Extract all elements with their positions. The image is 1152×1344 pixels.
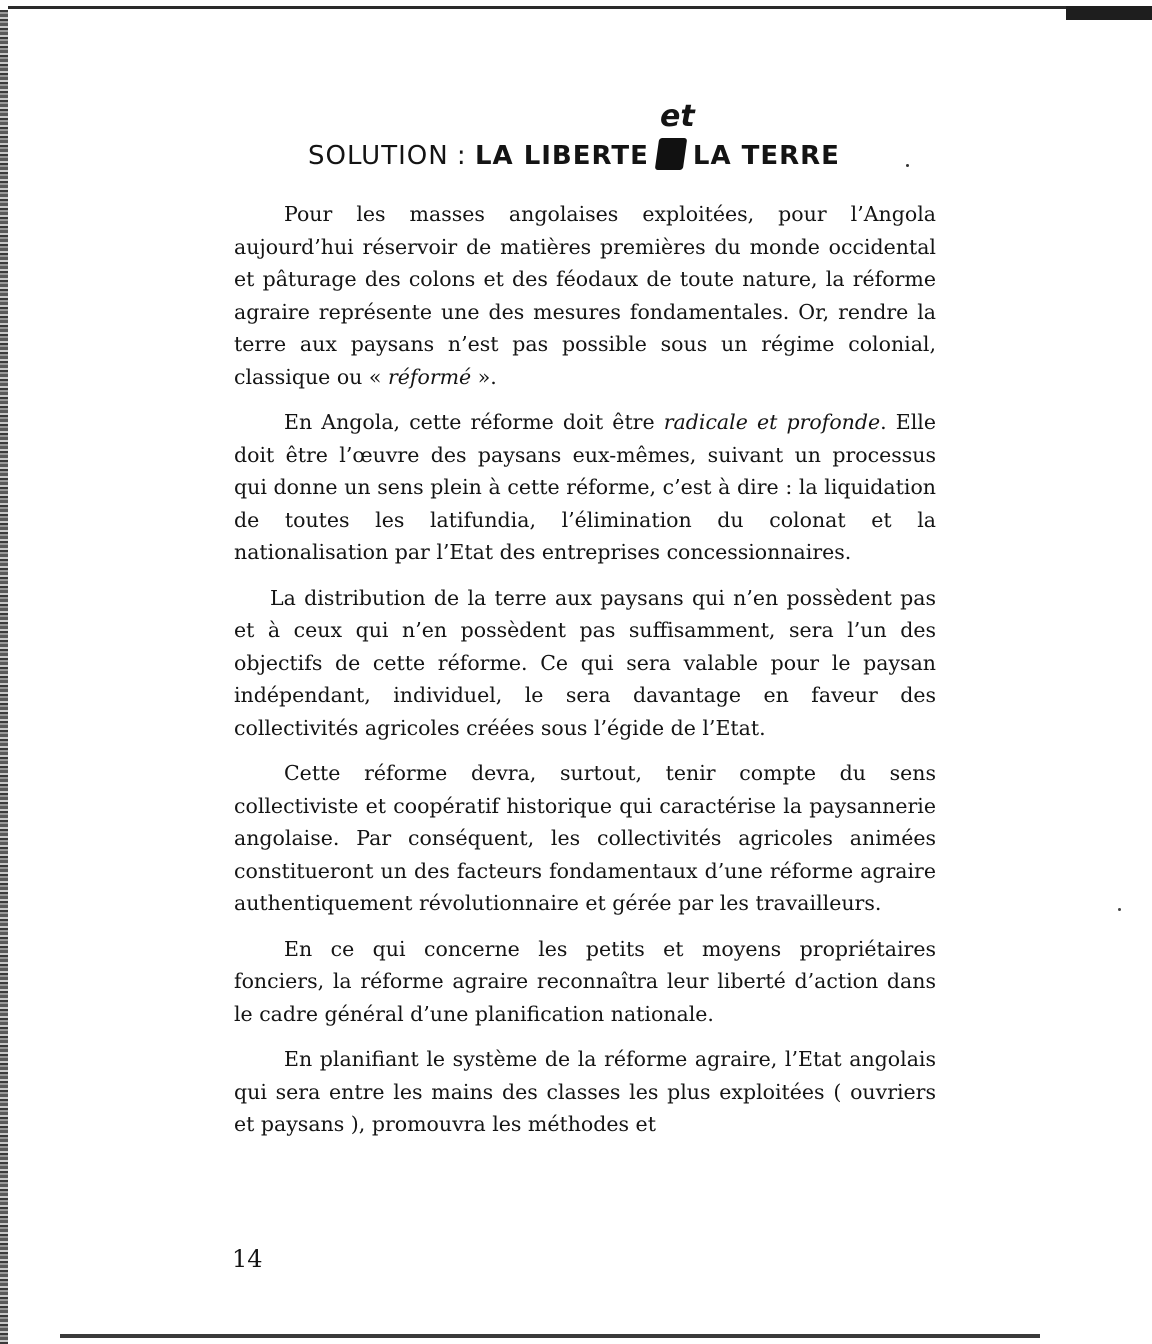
handwritten-correction: et — [660, 99, 695, 134]
page-number: 14 — [232, 1245, 263, 1273]
text-segment: Pour les masses angolaises exploitées, pour l’Angola aujourd’hui réservoir de matières premières du monde occidental et pâturage des colons et des féodaux de toute nature, la réforme agraire représente une des mesures fondamentales. Or, rendre la terre aux paysans n’est pas possible sous un régime colonial, classique ou « — [234, 202, 936, 389]
scan-top-right-mark — [1066, 6, 1152, 20]
scan-bottom-border — [60, 1334, 1040, 1338]
page-title — [240, 99, 940, 174]
paragraph — [234, 406, 936, 569]
italic-segment: radicale et profonde — [663, 410, 881, 434]
text-segment: En ce qui concerne les petits et moyens propriétaires fonciers, la réforme agraire reconnaîtra leur liberté d’action dans le cadre général d’une planification nationale. — [234, 936, 936, 1026]
text-segment: . Elle doit être l’œuvre des paysans eux-mêmes, suivant un processus qui donne un sens plein à cette réforme, c’est à dire : la liquidation de toutes les latifundia, l’élimination du colonat et la nationalisation par l’Etat des entreprises concessionnaires. — [234, 410, 936, 564]
title-bold-part2: LA TERRE — [692, 141, 840, 171]
title-prefix: SOLUTION — [308, 141, 449, 171]
title-separator: : — [456, 141, 467, 171]
title-bold-part1: LA LIBERTE — [474, 141, 649, 171]
title-line — [308, 138, 840, 174]
scan-top-border — [8, 6, 1068, 9]
italic-segment: réformé — [387, 364, 472, 389]
body-text — [234, 198, 936, 1154]
paragraph — [234, 933, 936, 1031]
paragraph — [234, 582, 936, 745]
correction-blot — [655, 138, 687, 170]
text-segment: ». — [471, 364, 497, 389]
text-segment: En Angola, cette réforme doit être — [284, 410, 664, 434]
paragraph — [234, 757, 936, 920]
scan-speck — [1118, 908, 1121, 911]
text-segment: En planifiant le système de la réforme agraire, l’Etat angolais qui sera entre les mains des classes les plus exploitées ( ouvriers et paysans ), promouvra les méthodes et — [234, 1047, 936, 1136]
paragraph — [234, 1043, 936, 1141]
text-segment: Cette réforme devra, surtout, tenir compte du sens collectiviste et coopératif historique qui caractérise la paysannerie angolaise. Par conséquent, les collectivités agricoles animées constitueront un des facteurs fondamentaux d’une réforme agraire authentiquement révolutionnaire et gérée par les travailleurs. — [234, 761, 936, 915]
paragraph — [234, 198, 936, 393]
scan-left-edge — [0, 10, 8, 1344]
text-segment: La distribution de la terre aux paysans qui n’en possèdent pas et à ceux qui n’en possèdent pas suffisamment, sera l’un des objectifs de cette réforme. Ce qui sera valable pour le paysan indépendant, individuel, le sera davantage en faveur des collectivités agricoles créées sous l’égide de l’Etat. — [234, 585, 936, 740]
